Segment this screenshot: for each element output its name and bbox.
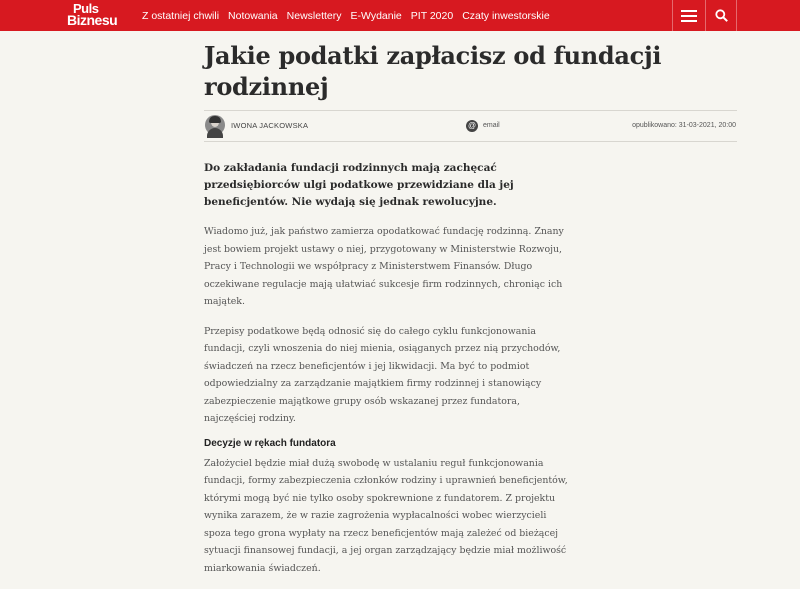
article-lead: Do zakładania fundacji rodzinnych mają zachęcać przedsiębiorców ulgi podatkowe przewidziane dla jej beneficjentów. Nie wydają się jednak rewolucyjne. [204,162,514,208]
article-meta-bar [204,110,737,142]
main-nav [142,0,559,31]
nav-link-notowania[interactable]: Notowania [228,9,278,22]
nav-link-pit-2020[interactable]: PIT 2020 [410,9,454,22]
article-title: Jakie podatki zapłacisz od fundacji rodzinnej [204,41,662,101]
search-icon [715,9,728,22]
article-body [204,160,574,589]
puls-biznesu-logo[interactable] [67,2,127,29]
published-date: opublikowano: 31-03-2021, 20:00 [632,122,736,129]
logo-line-2: Biznesu [67,12,118,28]
article-paragraph-1: Wiadomo już, jak państwo zamierza opodatkować fundację rodzinną. Znany jest bowiem projekt ustawy o niej, przygotowany w Ministerstwie Rozwoju, Pracy i Technologii we współpracy z Ministerstwem Finansów. Długo oczekiwane regulacje mają ułatwiać sukcesje firm rodzinnych, chroniąc ich majątek. [204,226,564,307]
email-link[interactable]: email [483,122,500,129]
hamburger-icon [681,10,697,22]
nav-link-czaty-inwestorskie[interactable]: Czaty inwestorskie [462,9,550,22]
nav-link-z-ostatniej-chwili[interactable]: Z ostatniej chwili [142,9,220,22]
nav-link-e-wydanie[interactable]: E-Wydanie [350,9,402,22]
logo-line-1: Puls [73,1,99,16]
article-paragraph-3: Założyciel będzie miał dużą swobodę w ustalaniu reguł funkcjonowania fundacji, formy zabezpieczenia członków rodziny i uprawnień beneficjentów, którymi mogą być nie tylko osoby spokrewnione z fundatorem. Z projektu wynika zarazem, że w razie zagrożenia wypłacalności wobec wierzycieli spoza tego grona wypłaty na rzecz beneficjentów mają zależeć od bieżącej sytuacji finansowej fundacji, a jej organ zarządzający będzie miał możliwość miarkowania świadczeń. [204,457,568,574]
author-avatar[interactable] [205,115,225,135]
search-button[interactable] [705,0,737,31]
article-paragraph-2: Przepisy podatkowe będą odnosić się do całego cyklu funkcjonowania fundacji, czyli wnoszenia do niej mienia, osiąganych przez nią przychodów, świadczeń na rzecz beneficjentów i jej likwidacji. Ma być to podmiot odpowiedzialny za zarządzanie majątkiem firmy rodzinnej i stanowiący zabezpieczenie majątkowe grupy osób wskazanej przez fundatora, najczęściej rodziny. [204,325,561,424]
author-name[interactable]: IWONA JACKOWSKA [231,121,309,130]
top-navigation-bar [0,0,800,31]
menu-button[interactable] [672,0,705,31]
nav-link-newslettery[interactable]: Newslettery [286,9,342,22]
article-subheading: Decyzje w rękach fundatora [204,437,336,449]
email-icon[interactable]: @ [467,121,477,130]
